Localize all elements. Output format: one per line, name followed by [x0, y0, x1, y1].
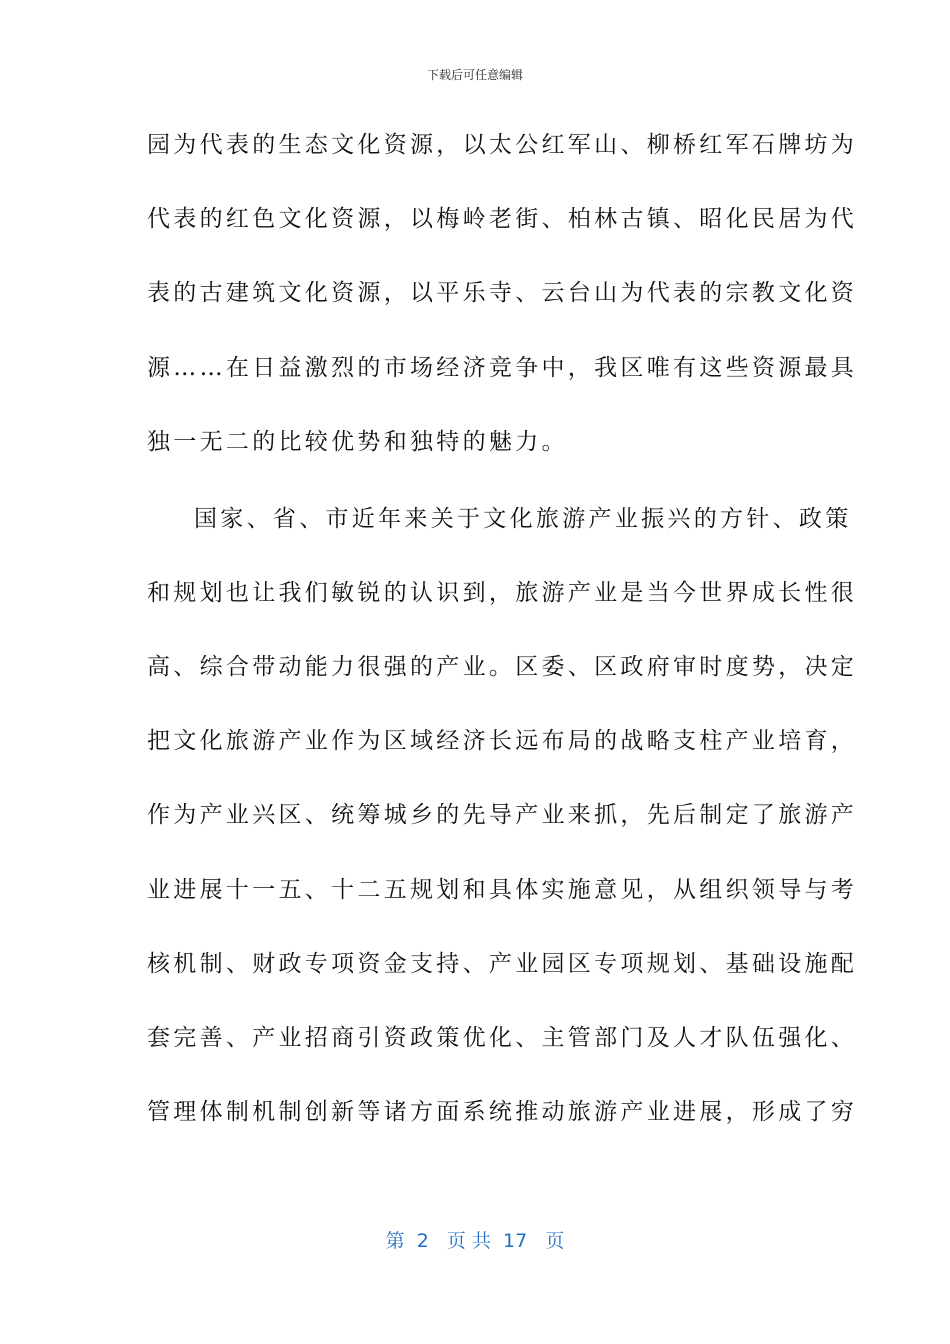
text-line: 作为产业兴区、统筹城乡的先导产业来抓，先后制定了旅游产	[147, 802, 858, 828]
text-line: 园为代表的生态文化资源，以太公红军山、柳桥红军石牌坊为	[147, 132, 858, 158]
text-line: 表的古建筑文化资源，以平乐寺、云台山为代表的宗教文化资	[147, 280, 858, 306]
text-line: 代表的红色文化资源，以梅岭老街、柏林古镇、昭化民居为代	[147, 206, 858, 232]
text-line: 管理体制机制创新等诸方面系统推动旅游产业进展，形成了穷	[147, 1099, 858, 1125]
text-line: 独一无二的比较优势和独特的魅力。	[147, 429, 568, 455]
text-line: 和规划也让我们敏锐的认识到，旅游产业是当今世界成长性很	[147, 580, 858, 606]
text-line: 把文化旅游产业作为区域经济长远布局的战略支柱产业培育，	[147, 728, 858, 754]
text-line: 套完善、产业招商引资政策优化、主管部门及人才队伍强化、	[147, 1025, 858, 1051]
header-note: 下载后可任意编辑	[426, 68, 523, 82]
text-line: 核机制、财政专项资金支持、产业园区专项规划、基础设施配	[147, 951, 858, 977]
text-line: 高、综合带动能力很强的产业。区委、区政府审时度势，决定	[147, 654, 858, 680]
paragraph-first-line: 国家、省、市近年来关于文化旅游产业振兴的方针、政策	[194, 506, 852, 532]
page-number-footer: 第 2 页 共 17 页	[385, 1230, 565, 1252]
text-line: 业进展十一五、十二五规划和具体实施意见，从组织领导与考	[147, 877, 858, 903]
text-line: 源……在日益激烈的市场经济竞争中，我区唯有这些资源最具	[147, 355, 858, 381]
